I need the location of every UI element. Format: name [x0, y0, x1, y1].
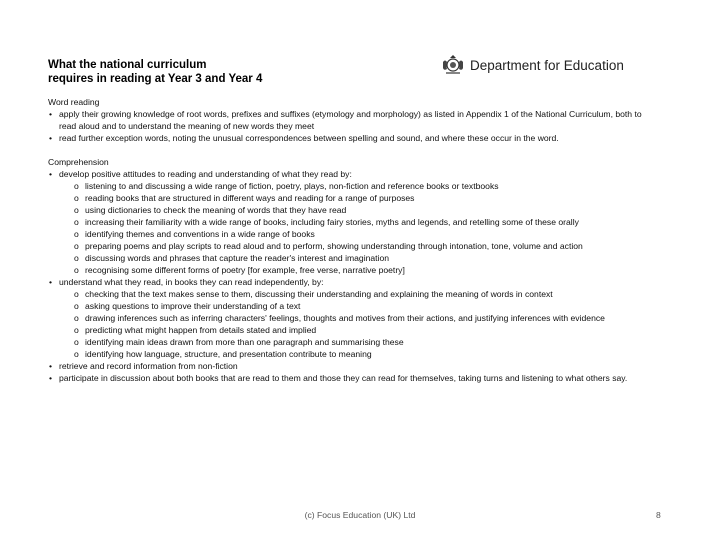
sub-list-item: o preparing poems and play scripts to read aloud and to perform, showing understanding through intonation, tone, volume and action: [48, 240, 648, 252]
sub-list-item: o reading books that are structured in different ways and reading for a range of purposes: [48, 192, 648, 204]
list-item: • apply their growing knowledge of root words, prefixes and suffixes (etymology and morphology) as listed in Appendix 1 of the National Curriculum, both to read aloud and to understand the meaning of new words they meet: [48, 108, 648, 132]
sub-list-item: o drawing inferences such as inferring characters' feelings, thoughts and motives from their actions, and justifying inferences with evidence: [48, 312, 648, 324]
royal-crest-icon: [440, 53, 466, 77]
sub-list-item: o recognising some different forms of poetry [for example, free verse, narrative poetry]: [48, 264, 648, 276]
footer-copyright: (c) Focus Education (UK) Ltd: [304, 510, 416, 520]
title-line-1: What the national curriculum: [48, 59, 207, 71]
word-reading-heading: Word reading: [48, 97, 100, 107]
dfe-logo: [440, 52, 624, 78]
list-item: • understand what they read, in books they can read independently, by:: [48, 276, 648, 288]
sub-list-item: o listening to and discussing a wide range of fiction, poetry, plays, non-fiction and reference books or textbooks: [48, 180, 648, 192]
sub-list-item: o predicting what might happen from details stated and implied: [48, 324, 648, 336]
comprehension-list-2: [48, 276, 648, 288]
sub-list-item: o identifying main ideas drawn from more than one paragraph and summarising these: [48, 336, 648, 348]
comprehension-list-3: [48, 360, 648, 384]
sub-list-item: o checking that the text makes sense to them, discussing their understanding and explaining the meaning of words in context: [48, 288, 648, 300]
logo-text: Department for Education: [470, 57, 624, 73]
sub-list-item: o increasing their familiarity with a wide range of books, including fairy stories, myths and legends, and retelling some of these orally: [48, 216, 648, 228]
curriculum-content: [48, 96, 648, 384]
title-line-2: requires in reading at Year 3 and Year 4: [48, 73, 263, 85]
list-item: • read further exception words, noting the unusual correspondences between spelling and sound, and where these occur in the word.: [48, 132, 648, 144]
list-item: • retrieve and record information from non-fiction: [48, 360, 648, 372]
sub-list-item: o discussing words and phrases that capture the reader's interest and imagination: [48, 252, 648, 264]
list-item: • develop positive attitudes to reading and understanding of what they read by:: [48, 168, 648, 180]
page-title: [48, 58, 408, 86]
sub-list-item: o identifying how language, structure, and presentation contribute to meaning: [48, 348, 648, 360]
sub-list-item: o using dictionaries to check the meaning of words that they have read: [48, 204, 648, 216]
sub-list-item: o identifying themes and conventions in a wide range of books: [48, 228, 648, 240]
sub-list-item: o asking questions to improve their understanding of a text: [48, 300, 648, 312]
list-item: • participate in discussion about both books that are read to them and those they can read for themselves, taking turns and listening to what others say.: [48, 372, 648, 384]
attitudes-sublist: [48, 180, 648, 276]
word-reading-list: [48, 108, 648, 144]
comprehension-heading: Comprehension: [48, 157, 109, 167]
understanding-sublist: [48, 288, 648, 360]
page-number: 8: [656, 510, 661, 520]
comprehension-list: [48, 168, 648, 180]
